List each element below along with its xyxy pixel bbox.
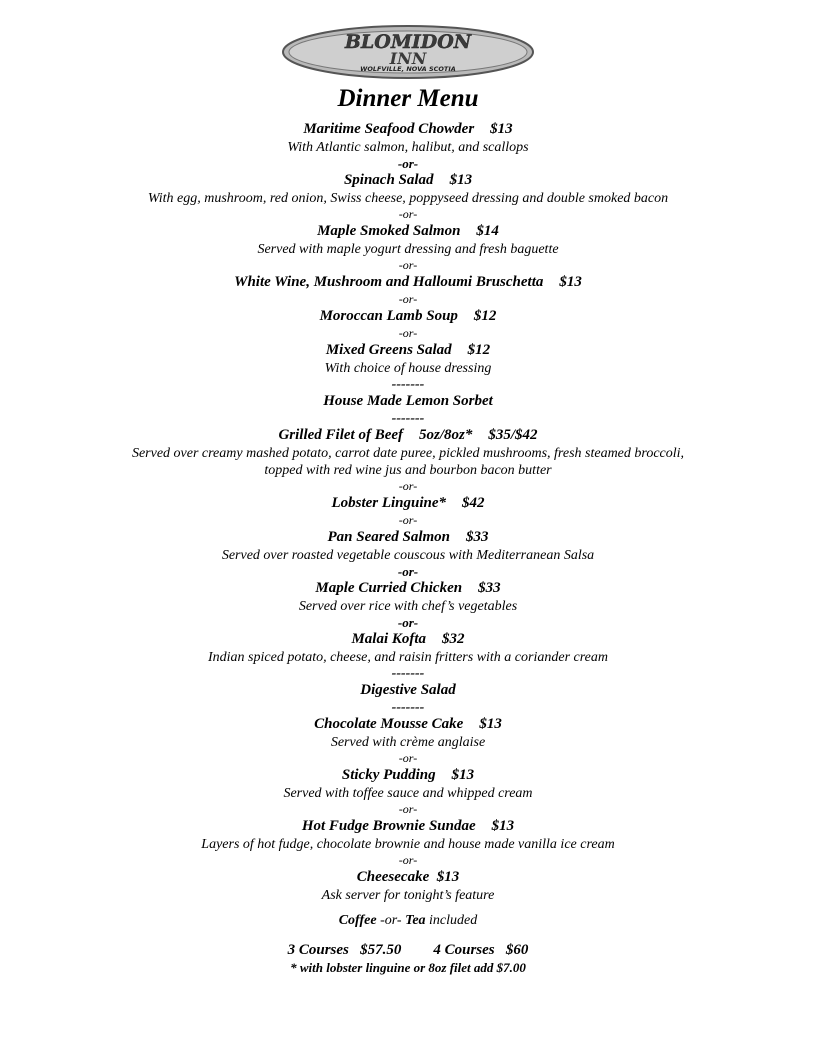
dinner-menu bbox=[0, 82, 816, 975]
menu-item: Sticky Pudding $13 bbox=[341, 767, 475, 783]
or-separator: -or- bbox=[398, 292, 418, 306]
menu-item: Grilled Filet of Beef 5oz/8oz* $35/$42 bbox=[278, 427, 538, 443]
item-description: With choice of house dressing bbox=[324, 361, 492, 376]
course-divider: ------- bbox=[391, 700, 425, 715]
menu-item: Hot Fudge Brownie Sundae $13 bbox=[301, 818, 515, 834]
item-description: topped with red wine jus and bourbon bacon butter bbox=[264, 463, 552, 478]
course-divider: ------- bbox=[391, 666, 425, 681]
menu-item: Maple Curried Chicken $33 bbox=[315, 580, 501, 596]
item-description: Served over creamy mashed potato, carrot date puree, pickled mushrooms, fresh steamed broccoli, bbox=[131, 446, 685, 461]
menu-item: Mixed Greens Salad $12 bbox=[325, 342, 491, 358]
item-description: With Atlantic salmon, halibut, and scallops bbox=[287, 140, 529, 155]
logo-line2: INN bbox=[389, 49, 427, 68]
menu-item: Pan Seared Salmon $33 bbox=[327, 529, 489, 545]
or-separator: -or- bbox=[398, 513, 418, 527]
item-description: Served over roasted vegetable couscous with Mediterranean Salsa bbox=[221, 548, 595, 563]
menu-item: Spinach Salad $13 bbox=[343, 172, 473, 188]
course-pricing: 3 Courses $57.50 4 Courses $60 bbox=[287, 942, 529, 958]
logo-line1: BLOMIDON bbox=[344, 31, 472, 53]
menu-item: Moroccan Lamb Soup $12 bbox=[319, 308, 497, 324]
or-separator: -or- bbox=[398, 751, 418, 765]
menu-item: Malai Kofta $32 bbox=[351, 631, 465, 647]
or-separator: -or- bbox=[398, 802, 418, 816]
or-separator: -or- bbox=[398, 207, 418, 221]
pricing-note: * with lobster linguine or 8oz filet add $7.00 bbox=[290, 960, 526, 975]
menu-item: Lobster Linguine* $42 bbox=[331, 495, 485, 511]
menu-item: House Made Lemon Sorbet bbox=[323, 393, 493, 409]
blomidon-inn-logo bbox=[281, 24, 535, 80]
or-separator: -or- bbox=[398, 853, 418, 867]
or-separator: -or- bbox=[397, 564, 419, 579]
course-divider: ------- bbox=[391, 377, 425, 392]
item-description: Served with maple yogurt dressing and fresh baguette bbox=[257, 242, 559, 257]
or-separator: -or- bbox=[397, 615, 419, 630]
item-description: Served over rice with chef’s vegetables bbox=[298, 599, 518, 614]
item-description: Served with toffee sauce and whipped cream bbox=[283, 786, 533, 801]
menu-item: Chocolate Mousse Cake $13 bbox=[314, 716, 502, 732]
item-description: With egg, mushroom, red onion, Swiss cheese, poppyseed dressing and double smoked bacon bbox=[147, 191, 669, 206]
menu-item: Cheesecake $13 bbox=[356, 869, 460, 885]
or-separator: -or- bbox=[398, 326, 418, 340]
menu-item: Digestive Salad bbox=[360, 682, 456, 698]
item-description: Served with crème anglaise bbox=[330, 735, 486, 750]
drinks-line: Coffee -or- Tea included bbox=[338, 913, 478, 928]
item-description: Ask server for tonight’s feature bbox=[321, 888, 495, 903]
or-separator: -or- bbox=[398, 479, 418, 493]
or-separator: -or- bbox=[397, 156, 419, 171]
or-separator: -or- bbox=[398, 258, 418, 272]
menu-title: Dinner Menu bbox=[337, 85, 479, 112]
menu-item: Maple Smoked Salmon $14 bbox=[317, 223, 499, 239]
item-description: Layers of hot fudge, chocolate brownie and house made vanilla ice cream bbox=[201, 837, 615, 852]
menu-item: White Wine, Mushroom and Halloumi Bruschetta $13 bbox=[234, 274, 582, 290]
course-divider: ------- bbox=[391, 411, 425, 426]
item-description: Indian spiced potato, cheese, and raisin fritters with a coriander cream bbox=[208, 650, 608, 665]
logo-line3: WOLFVILLE, NOVA SCOTIA bbox=[360, 65, 456, 73]
menu-item: Maritime Seafood Chowder $13 bbox=[303, 121, 513, 137]
